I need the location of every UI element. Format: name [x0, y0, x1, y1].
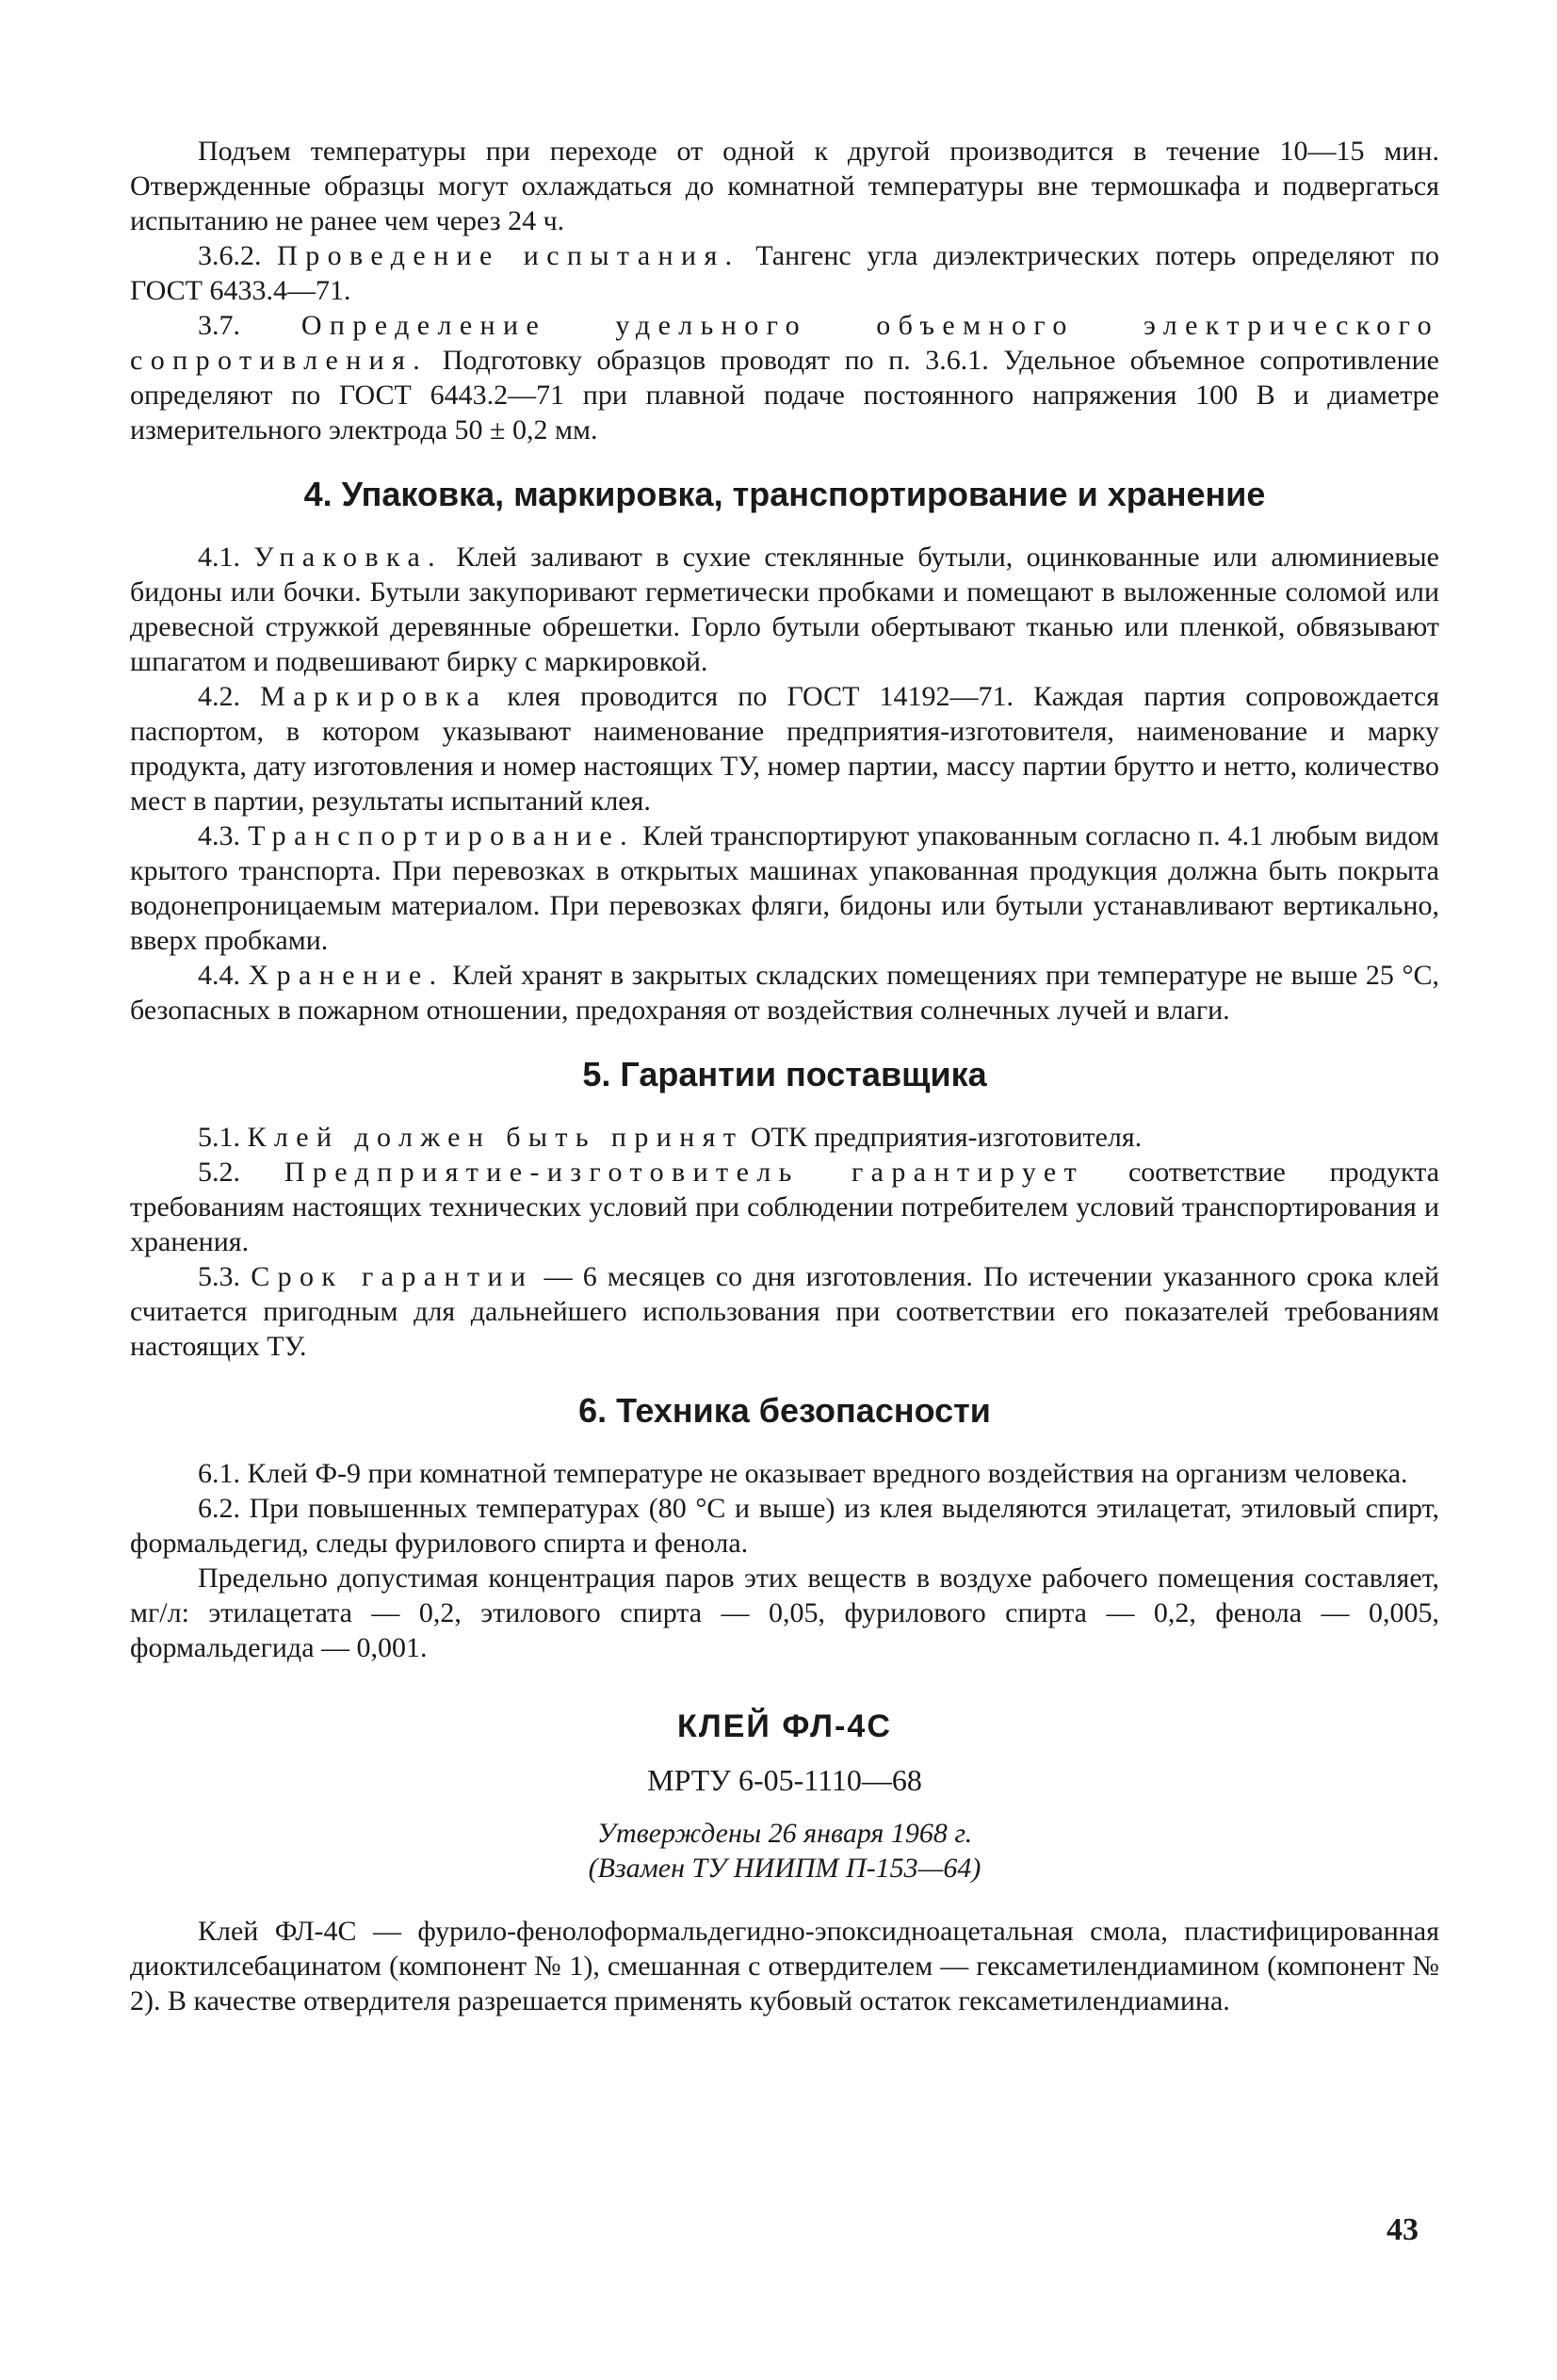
paragraph-temperature-rise: Подъем температуры при переходе от одной к другой производится в течение 10—15 мин. Отвержденные образцы могут охлаждаться до комнатной температуры вне термошкафа и подвергаться испытанию не ранее чем через 24 ч.	[130, 136, 1439, 236]
item-text: соответствие продукта требованиям настоящих технических условий при соблюдении потребителем условий транспортирования и хранения.	[130, 1157, 1440, 1257]
paragraph-3-6-2	[130, 238, 1439, 308]
spaced-heading: Клей должен быть принят	[247, 1122, 744, 1153]
item-text: ОТК предприятия-изготовителя.	[750, 1122, 1143, 1153]
item-number: 4.3.	[198, 820, 240, 851]
spaced-heading: Упаковка.	[253, 542, 444, 573]
item-number: 4.2.	[198, 681, 240, 712]
item-text: Клей хранят в закрытых складских помещениях при температуре не выше 25 °C, безопасных в пожарном отношении, предохраняя от воздействия солнечных лучей и влаги.	[130, 960, 1440, 1026]
item-number: 5.3.	[198, 1261, 240, 1292]
paragraph-4-4	[130, 958, 1439, 1028]
item-text: клея проводится по ГОСТ 14192—71. Каждая партия сопровождается паспортом, в котором указывают наименование предприятия-изготовителя, наименование и марку продукта, дату изготовления и номер настоящих ТУ, номер партии, массу партии брутто и нетто, количество мест в партии, результаты испытаний клея.	[130, 681, 1440, 817]
spaced-heading: Срок гарантии	[251, 1261, 534, 1292]
spaced-heading: Предприятие-изготовитель гарантирует	[284, 1157, 1085, 1188]
paragraph-6-2: 6.2. При повышенных температурах (80 °C и выше) из клея выделяются этилацетат, этиловый спирт, формальдегид, следы фурилового спирта и фенола.	[130, 1493, 1439, 1559]
item-text: Подготовку образцов проводят по п. 3.6.1. Удельное объемное сопротивление определяют по ГОСТ 6443.2—71 при плавной подаче постоянного напряжения 100 В и диаметре измерительного электрода 50 ± 0,2 мм.	[130, 345, 1440, 445]
page-content	[130, 134, 1439, 2018]
paragraph-4-3	[130, 818, 1439, 958]
section-5-heading: 5. Гарантии поставщика	[582, 1055, 987, 1093]
item-text: Клей транспортируют упакованным согласно п. 4.1 любым видом крытого транспорта. При перевозках в открытых машинах упакованная продукция должна быть покрыта водонепроницаемым материалом. При перевозках фляги, бидоны или бутыли устанавливают вертикально, вверх пробками.	[130, 820, 1440, 956]
paragraph-4-1	[130, 540, 1439, 679]
page-number: 43	[1387, 2212, 1419, 2247]
item-text: Клей заливают в сухие стеклянные бутыли, оцинкованные или алюминиевые бидоны или бочки. Бутыли закупоривают герметически пробками и помещают в выложенные соломой или древесной стружкой деревянные обрешетки. Горло бутыли обертывают тканью или пленкой, обвязывают шпагатом и подвешивают бирку с маркировкой.	[130, 542, 1439, 677]
approval-date: Утверждены 26 января 1968 г.	[596, 1818, 973, 1849]
spaced-heading: Определение удельного объемного электрического сопротивления.	[130, 310, 1439, 376]
paragraph-concentration-limits: Предельно допустимая концентрация паров этих веществ в воздухе рабочего помещения составляет, мг/л: этилацетата — 0,2, этилового спирта — 0,05, фурилового спирта — 0,2, фенола — 0,005, формальдегида — 0,001.	[130, 1562, 1439, 1663]
item-text: — 6 месяцев со дня изготовления. По истечении указанного срока клей считается пригодным для дальнейшего использования при соответствии его показателей требованиям настоящих ТУ.	[130, 1261, 1440, 1362]
spaced-heading: Маркировка	[260, 681, 488, 712]
replaces-spec: (Взамен ТУ НИИПМ П-153—64)	[588, 1853, 981, 1884]
item-number: 5.2.	[198, 1157, 240, 1188]
paragraph-5-2	[130, 1155, 1439, 1259]
paragraph-4-2	[130, 679, 1439, 818]
paragraph-6-1: 6.1. Клей Ф-9 при комнатной температуре не оказывает вредного воздействия на организм человека.	[198, 1458, 1408, 1489]
section-6-heading: 6. Техника безопасности	[578, 1391, 991, 1430]
paragraph-3-7	[130, 308, 1439, 447]
product-title: КЛЕЙ ФЛ-4С	[677, 1708, 892, 1744]
item-number: 4.1.	[198, 542, 240, 573]
item-text: Тангенс угла диэлектрических потерь определяют по ГОСТ 6433.4—71.	[130, 240, 1439, 306]
spaced-heading: Проведение испытания.	[277, 240, 740, 271]
paragraph-5-1	[130, 1120, 1439, 1155]
approval-block	[130, 1816, 1439, 1886]
spaced-heading: Транспортирование.	[248, 820, 635, 851]
paragraph-5-3	[130, 1259, 1439, 1364]
spaced-heading: Хранение.	[248, 960, 445, 991]
product-description: Клей ФЛ-4С — фурило-фенолоформальдегидно-эпоксидноацетальная смола, пластифицированная диоктилсебацинатом (компонент № 1), смешанная с отвердителем — гексаметилендиамином (компонент № 2). В качестве отвердителя разрешается применять кубовый остаток гексаметилендиамина.	[130, 1916, 1439, 2016]
item-number: 3.6.2.	[198, 240, 262, 271]
item-number: 5.1.	[198, 1122, 240, 1153]
item-number: 3.7.	[198, 310, 240, 341]
item-number: 4.4.	[198, 960, 240, 991]
product-spec-number: МРТУ 6-05-1110—68	[647, 1763, 922, 1797]
section-4-heading: 4. Упаковка, маркировка, транспортирование и хранение	[303, 475, 1266, 513]
